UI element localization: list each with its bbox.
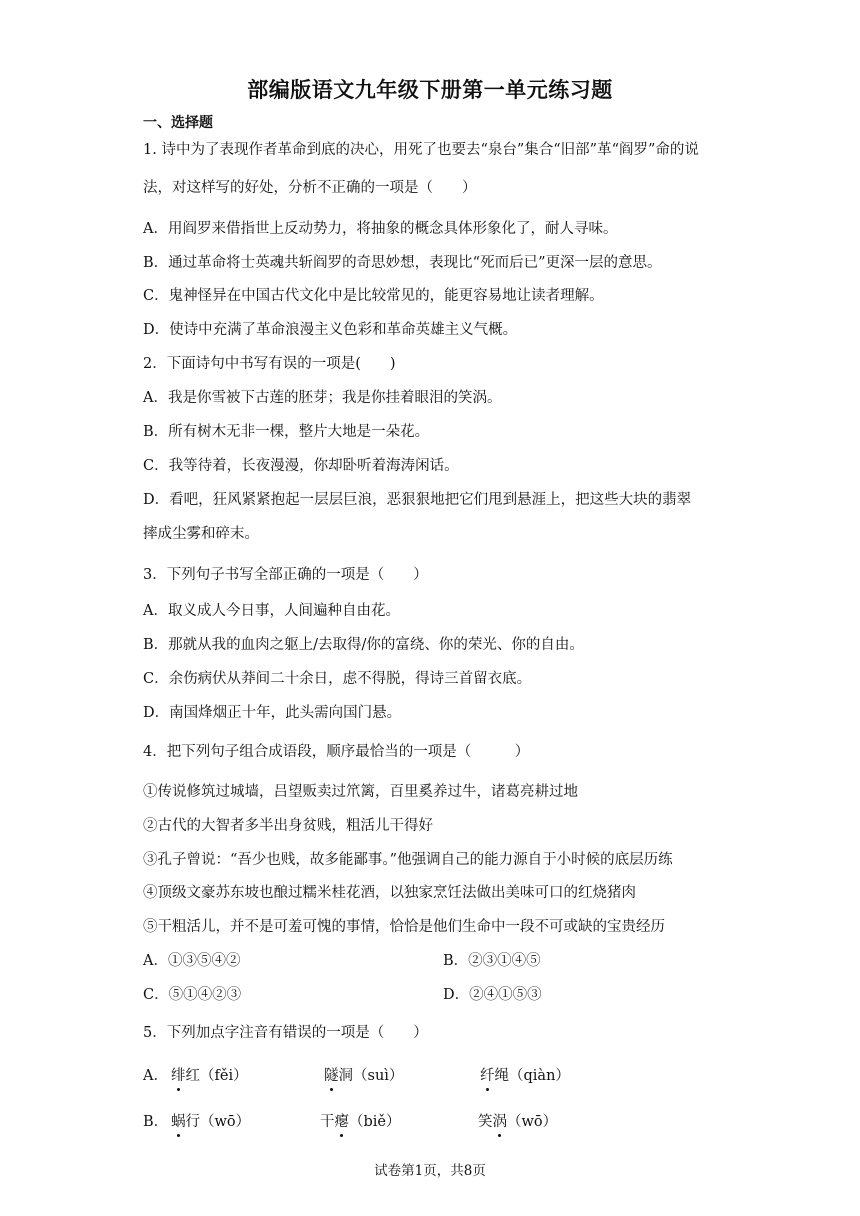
q1-option-b: B．通过革命将士英魂共斩阎罗的奇思妙想，表现比“死而后已”更深一层的意思。	[143, 255, 662, 271]
dotted-char: 涡	[492, 1114, 507, 1130]
q2-option-d-cont: 摔成尘雾和碎末。	[143, 526, 259, 542]
word-suffix: 洞（suì）	[338, 1068, 404, 1084]
q5-option-b-label: B．	[143, 1114, 169, 1130]
q1-option-c: C．鬼神怪异在中国古代文化中是比较常见的，能更容易地让读者理解。	[143, 288, 604, 304]
dotted-char: 瘪	[334, 1114, 349, 1130]
dotted-char: 蜗	[171, 1114, 186, 1130]
q5-option-b-word-3	[478, 1112, 557, 1132]
question-1-stem: 1. 诗中为了表现作者革命到底的决心，用死了也要去“泉台”集合“旧部”革“阎罗”命的说	[143, 142, 699, 158]
q5-option-a-label: A．	[143, 1068, 168, 1084]
dotted-char: 隧	[324, 1068, 339, 1084]
word-suffix: （biě）	[349, 1114, 401, 1130]
q2-option-c: C．我等待着，长夜漫漫，你却卧听着海涛闲话。	[143, 458, 459, 474]
q5-option-b-word-2	[320, 1112, 401, 1132]
q4-sentence-5: ⑤干粗活儿，并不是可羞可愧的事情，恰恰是他们生命中一段不可或缺的宝贵经历	[143, 919, 665, 935]
q4-option-b: B．②③①④⑤	[443, 953, 541, 969]
section-heading: 一、选择题	[143, 115, 213, 131]
q4-sentence-1: ①传说修筑过城墙，吕望贩卖过笊篱，百里奚养过牛，诸葛亮耕过地	[143, 784, 578, 800]
question-5-stem: 5．下列加点字注音有错误的一项是（ ）	[143, 1025, 428, 1041]
word-suffix: （wō）	[507, 1114, 558, 1130]
question-4-stem: 4．把下列句子组合成语段，顺序最恰当的一项是（ ）	[143, 744, 530, 760]
dotted-char: 纤	[480, 1068, 495, 1084]
q4-option-c: C．⑤①④②③	[143, 987, 242, 1003]
dotted-char: 绯	[171, 1068, 186, 1084]
q2-option-a: A．我是你雪被下古莲的胚芽；我是你挂着眼泪的笑涡。	[143, 390, 502, 406]
q3-option-a: A．取义成人今日事，人间遍种自由花。	[143, 603, 400, 619]
q4-sentence-4: ④顶级文豪苏东坡也酿过糯米桂花酒，以独家烹饪法做出美味可口的红烧猪肉	[143, 885, 636, 901]
question-3-stem: 3．下列句子书写全部正确的一项是（ ）	[143, 567, 428, 583]
word-suffix: 红（fěi）	[185, 1068, 248, 1084]
q2-option-b: B．所有树木无非一棵，整片大地是一朵花。	[143, 424, 430, 440]
q5-option-a-word-1	[171, 1066, 248, 1086]
q3-option-d: D．南国烽烟正十年，此头需向国门悬。	[143, 705, 402, 721]
q5-option-a-word-2	[324, 1066, 403, 1086]
q4-option-d: D．②④①⑤③	[443, 987, 542, 1003]
q4-sentence-3: ③孔子曾说：“吾少也贱，故多能鄙事。”他强调自己的能力源自于小时候的底层历练	[143, 852, 673, 868]
q5-option-a-word-3	[480, 1066, 570, 1086]
q1-option-a: A．用阎罗来借指世上反动势力，将抽象的概念具体形象化了，耐人寻味。	[143, 221, 618, 237]
question-1-stem-cont: 法，对这样写的好处，分析不正确的一项是（ ）	[143, 180, 477, 196]
page-title: 部编版语文九年级下册第一单元练习题	[247, 78, 613, 102]
q4-sentence-2: ②古代的大智者多半出身贫贱，粗活儿干得好	[143, 818, 433, 834]
q3-option-c: C．余伤病伏从莽间二十余日，虑不得脱，得诗三首留衣底。	[143, 671, 532, 687]
q4-option-a: A．①③⑤④②	[143, 953, 241, 969]
question-2-stem: 2．下面诗句中书写有误的一项是( )	[143, 356, 396, 372]
word-prefix: 笑	[478, 1114, 493, 1130]
word-suffix: 绳（qiàn）	[494, 1068, 570, 1084]
word-suffix: 行（wō）	[185, 1114, 251, 1130]
page-footer: 试卷第1页，共8页	[374, 1163, 486, 1179]
q2-option-d: D．看吧，狂风紧紧抱起一层层巨浪，恶狠狠地把它们甩到悬涯上，把这些大块的翡翠	[143, 492, 692, 508]
q3-option-b: B．那就从我的血肉之躯上/去取得/你的富绕、你的荣光、你的自由。	[143, 637, 584, 653]
q5-option-b-word-1	[171, 1112, 250, 1132]
q1-option-d: D．使诗中充满了革命浪漫主义色彩和革命英雄主义气概。	[143, 322, 518, 338]
word-prefix: 干	[320, 1114, 335, 1130]
